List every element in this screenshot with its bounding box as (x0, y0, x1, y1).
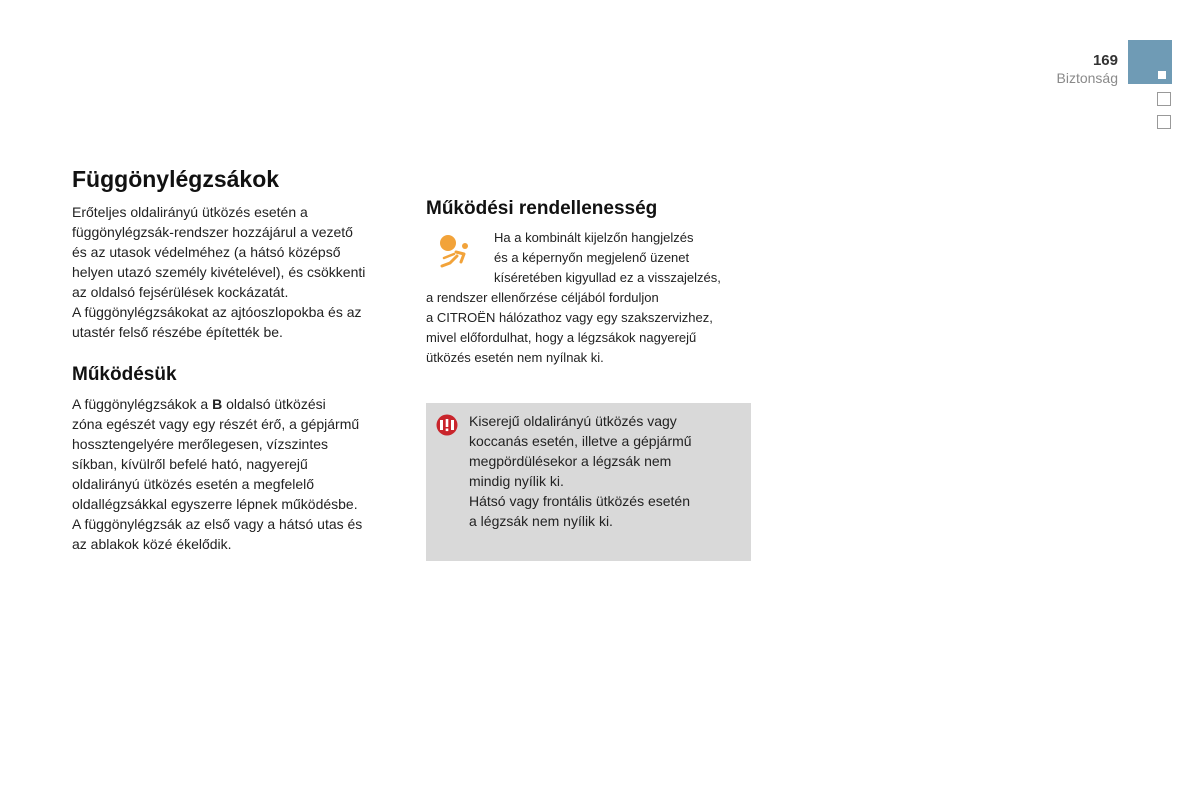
intro-paragraph (72, 202, 402, 342)
caution-note-box (426, 403, 751, 561)
function-line: hossztengelyére merőlegesen, vízszintes (72, 436, 329, 452)
function-paragraph (72, 394, 402, 554)
airbag-warning-icon (434, 232, 474, 268)
intro-line: az oldalsó fejsérülések kockázatát. (72, 284, 289, 300)
note-line: Kiserejű oldalirányú ütközés vagy (469, 413, 677, 429)
function-heading: Működésük (72, 364, 177, 385)
function-line: oldalirányú ütközés esetén a megfelelő (72, 476, 315, 492)
section-tab-box (1157, 92, 1171, 106)
caution-note-text (469, 411, 739, 531)
note-line: Hátsó vagy frontális ütközés esetén (469, 493, 691, 509)
warning-line: ütközés esetén nem nyílnak ki. (426, 350, 604, 365)
intro-line: függönylégzsák-rendszer hozzájárul a vezető (72, 224, 353, 240)
function-line: oldallégzsákkal egyszerre lépnek működésbe. (72, 496, 358, 512)
function-line: síkban, kívülről befelé ható, nagyerejű (72, 456, 308, 472)
function-line (72, 394, 402, 414)
function-line: az ablakok közé ékelődik. (72, 536, 232, 552)
section-tab-box (1157, 115, 1171, 129)
warning-line: mivel előfordulhat, hogy a légzsákok nagyerejű (426, 330, 697, 345)
section-tab-marker (1158, 71, 1166, 79)
caution-icon (436, 414, 458, 436)
left-column (72, 166, 402, 554)
function-text: A függönylégzsákok a (72, 396, 213, 412)
intro-line: utastér felső részébe építették be. (72, 324, 283, 340)
warning-line: Ha a kombinált kijelzőn hangjelzés (494, 230, 694, 245)
warning-line: kíséretében kigyullad ez a visszajelzés, (494, 270, 721, 285)
page-number: 169 (1092, 52, 1118, 69)
warning-line: a CITROËN hálózathoz vagy egy szakszervizhez, (426, 310, 713, 325)
intro-line: helyen utazó személy kivételével), és csökkenti (72, 264, 366, 280)
zone-b-label: B (212, 396, 223, 412)
warning-line: a rendszer ellenőrzése céljából forduljon (426, 290, 659, 305)
function-line: A függönylégzsák az első vagy a hátsó utas és (72, 516, 363, 532)
section-name: Biztonság (1056, 70, 1118, 86)
function-line: zóna egészét vagy egy részét érő, a gépjármű (72, 416, 360, 432)
note-line: mindig nyílik ki. (469, 473, 564, 489)
intro-line: és az utasok védelméhez (a hátsó középső (72, 244, 341, 260)
intro-line: Erőteljes oldalirányú ütközés esetén a (72, 204, 308, 220)
note-line: koccanás esetén, illetve a gépjármű (469, 433, 692, 449)
intro-line: A függönylégzsákokat az ajtóoszlopokba és az (72, 304, 362, 320)
page-title: Függönylégzsákok (72, 166, 280, 192)
note-line: megpördülésekor a légzsák nem (469, 453, 672, 469)
warning-indented-text (426, 228, 756, 288)
warning-line: és a képernyőn megjelenő üzenet (494, 250, 690, 265)
function-text: oldalsó ütközési (222, 396, 326, 412)
warning-row (426, 228, 756, 288)
right-column (426, 198, 756, 368)
warning-full-text (426, 288, 756, 368)
note-line: a légzsák nem nyílik ki. (469, 513, 613, 529)
malfunction-heading: Működési rendellenesség (426, 198, 658, 219)
